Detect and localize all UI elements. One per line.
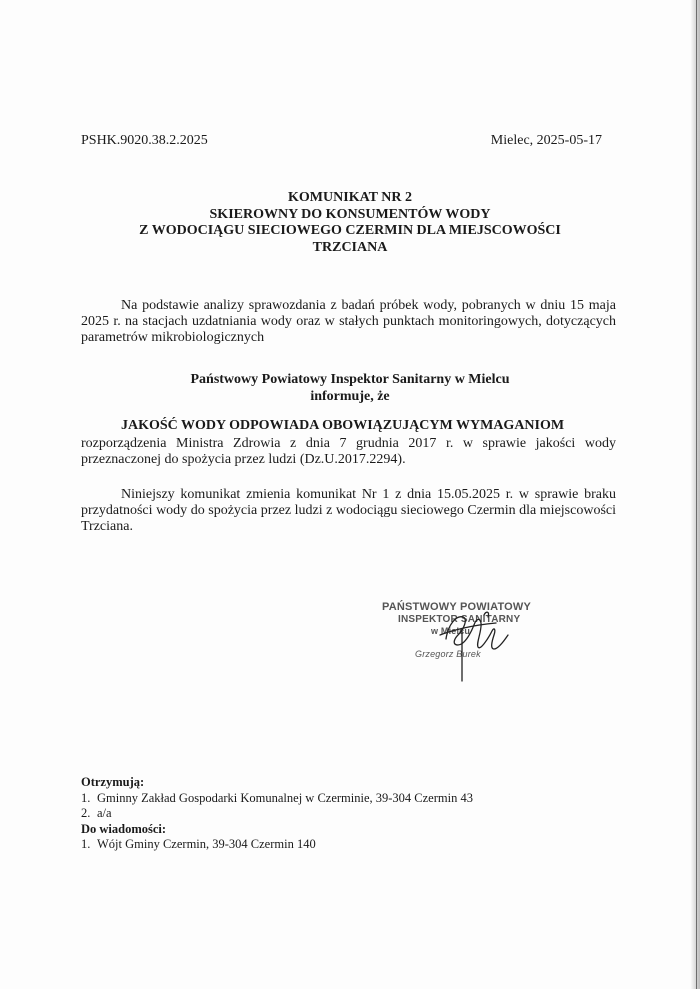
stamp-line-1: PAŃSTWOWY POWIATOWY — [382, 601, 532, 613]
inspector-name: Państwowy Powiatowy Inspektor Sanitarny w Mielcu — [190, 372, 510, 387]
official-stamp — [378, 595, 548, 690]
informs-line: informuje, że — [310, 389, 390, 404]
cc-header: Do wiadomości: — [81, 821, 167, 836]
stamp-line-2: INSPEKTOR SANITARNY — [398, 614, 521, 625]
page-edge-shadow — [690, 0, 700, 989]
reference-number: PSHK.9020.38.2.2025 — [81, 133, 208, 148]
title-line-1: KOMUNIKAT NR 2 — [288, 190, 412, 205]
title-line-3: Z WODOCIĄGU SIECIOWEGO CZERMIN DLA MIEJSCOWOŚCI — [139, 223, 561, 238]
water-quality-heading: JAKOŚĆ WODY ODPOWIADA OBOWIĄZUJĄCYM WYMAGANIOM — [121, 418, 565, 433]
amendment-paragraph: Niniejszy komunikat zmienia komunikat Nr 1 z dnia 15.05.2025 r. w sprawie braku przydatności wody do spożycia przez ludzi z wodociągu sieciowego Czermin dla miejscowości Trzciana. — [81, 487, 616, 534]
title-line-4: TRZCIANA — [312, 239, 388, 255]
intro-paragraph: Na podstawie analizy sprawozdania z badań próbek wody, pobranych w dniu 15 maja 2025 r. na stacjach uzdatniania wody oraz w stałych punktach monitoringowych, dotyczących parametrów mikrobiologicznych — [81, 298, 616, 345]
place-and-date: Mielec, 2025-05-17 — [490, 133, 602, 148]
regulation-paragraph: rozporządzenia Ministra Zdrowia z dnia 7 grudnia 2017 r. w sprawie jakości wody przeznaczonej do spożycia przez ludzi (Dz.U.2017.2294). — [81, 436, 616, 467]
title-line-2: SKIEROWNY DO KONSUMENTÓW WODY — [209, 206, 491, 222]
inspector-block — [0, 371, 700, 405]
handwritten-signature — [378, 595, 548, 690]
document-title — [0, 190, 700, 256]
recipient-item: 2. a/a — [81, 806, 112, 820]
recipients-header: Otrzymują: — [81, 775, 145, 789]
recipients-block — [81, 775, 473, 853]
stamp-line-3: w Mielcu — [431, 626, 471, 636]
recipient-item: 1. Gminny Zakład Gospodarki Komunalnej w Czerminie, 39-304 Czermin 43 — [81, 790, 473, 805]
page-edge-line — [696, 0, 697, 989]
stamp-line-4: Grzegorz Burek — [415, 649, 481, 659]
cc-item: 1. Wójt Gminy Czermin, 39-304 Czermin 140 — [81, 837, 316, 851]
